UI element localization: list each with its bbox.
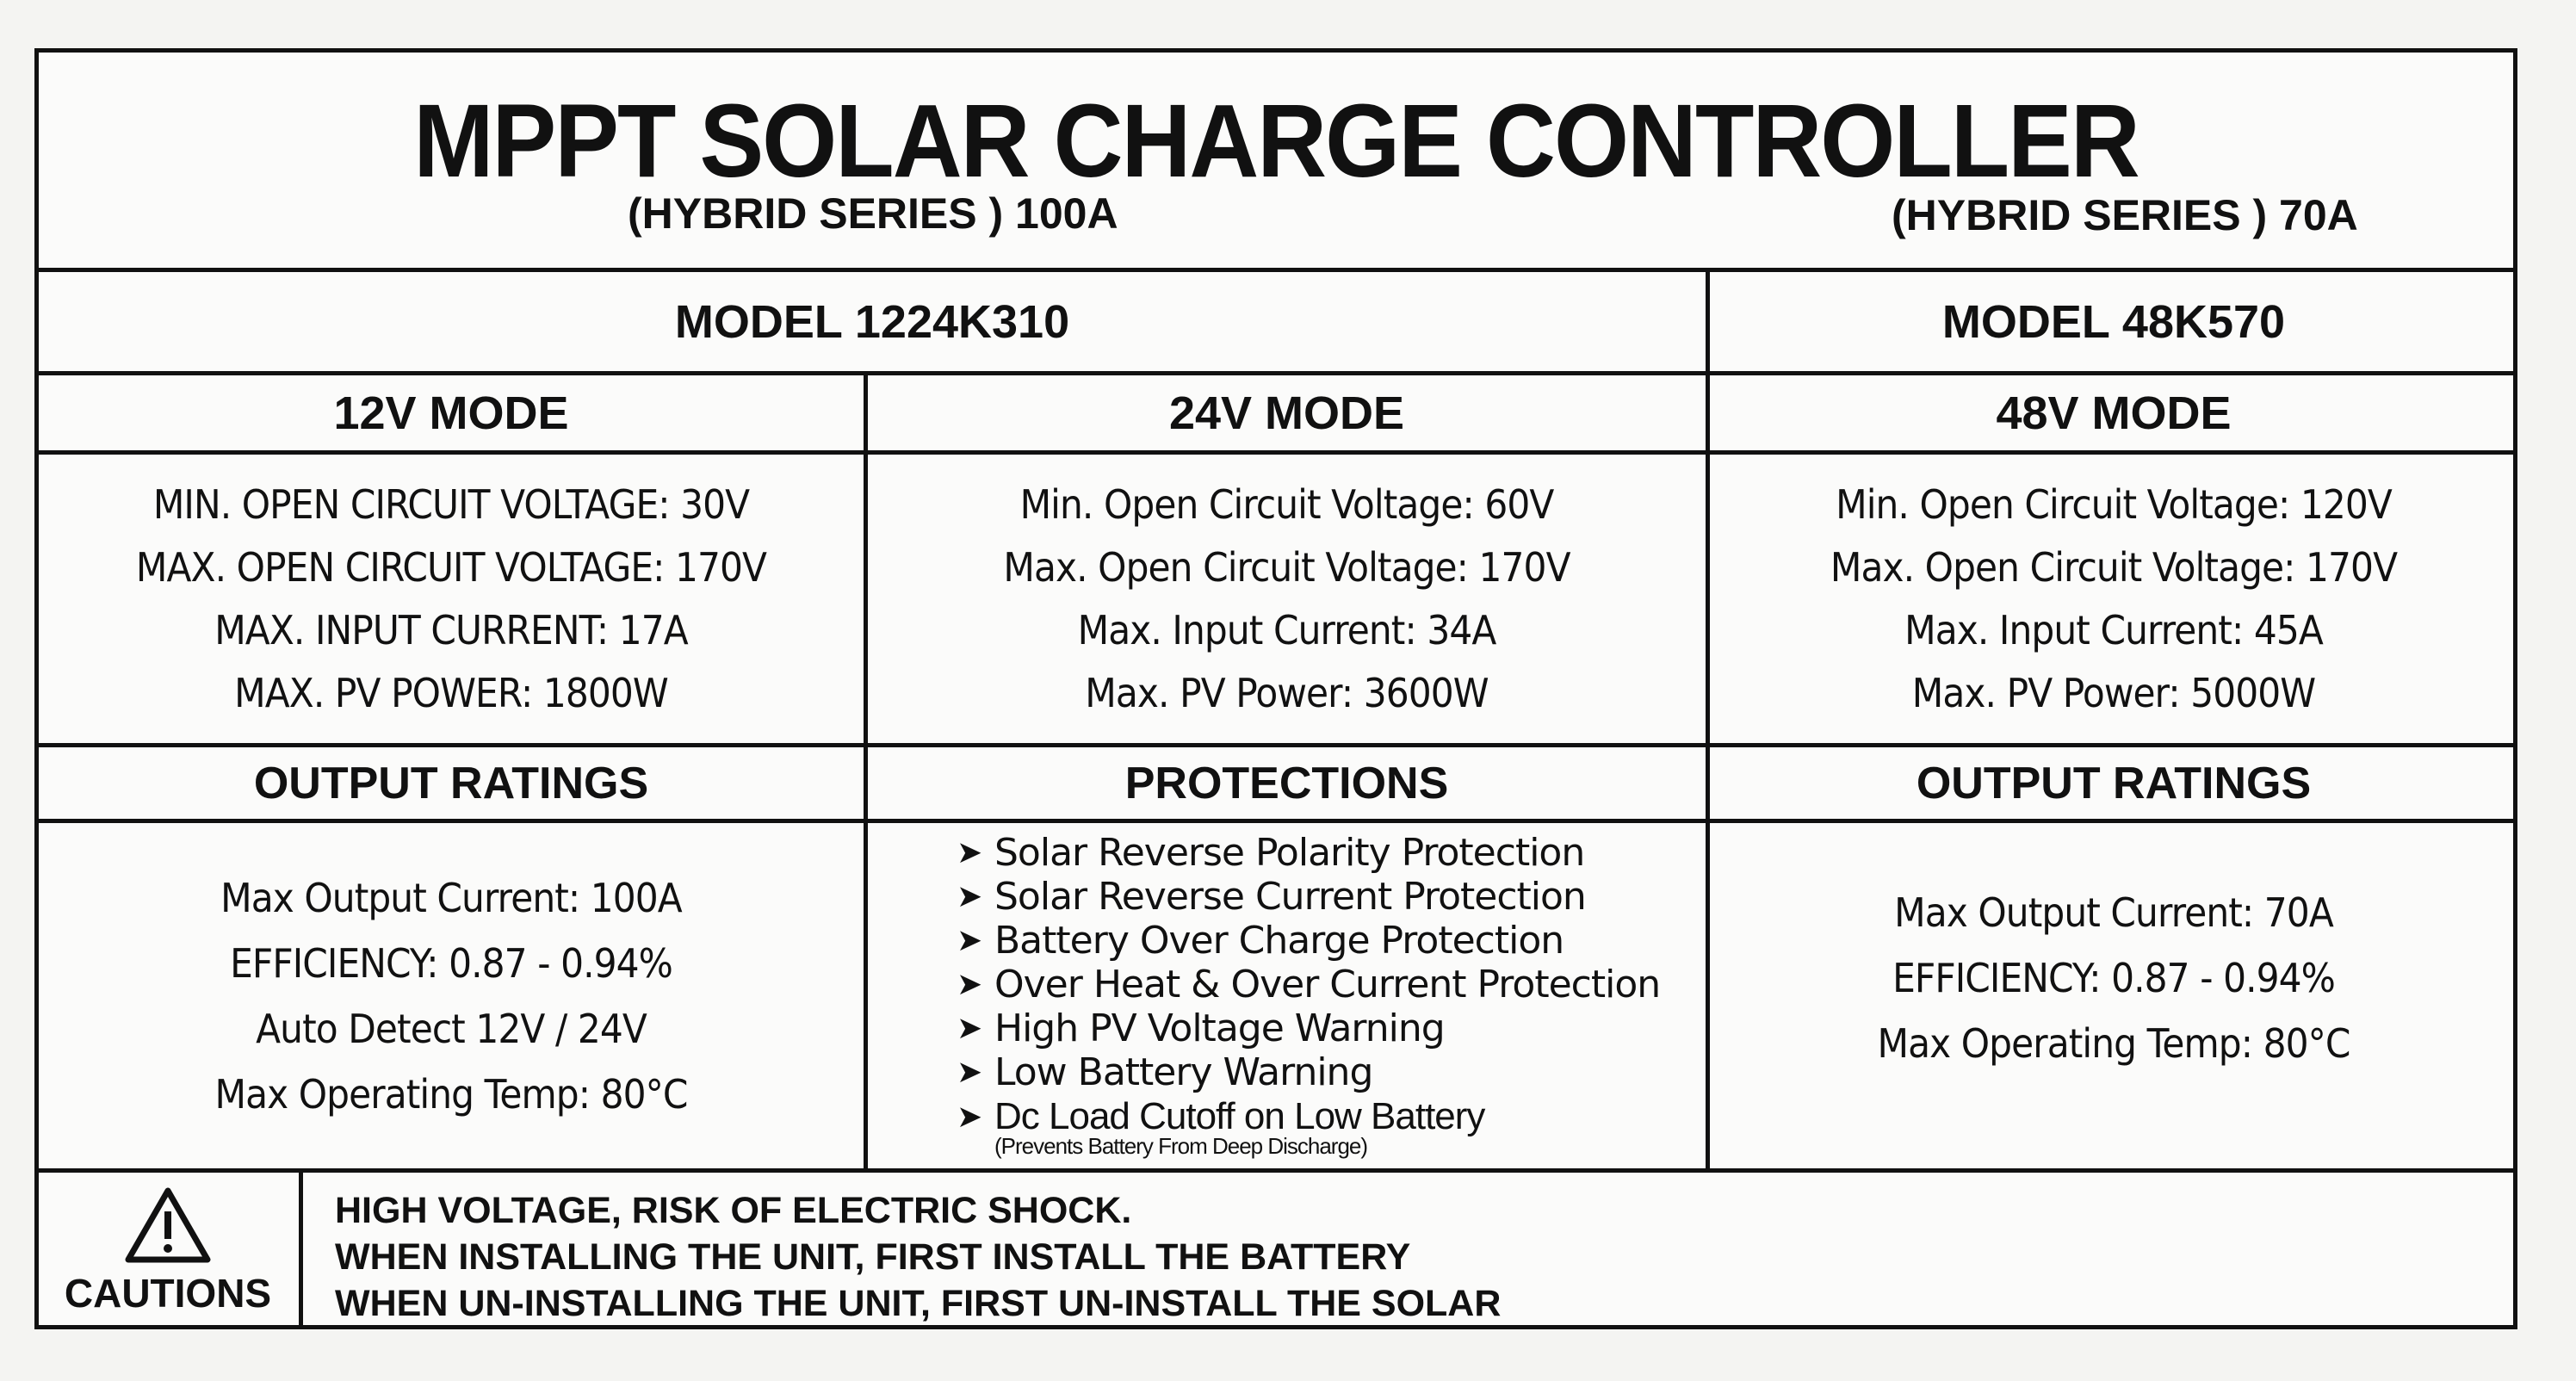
rating-line: Auto Detect 12V / 24V (256, 1005, 647, 1052)
spec-line: Max. Open Circuit Voltage: 170V (1003, 543, 1570, 591)
spec-line: MAX. OPEN CIRCUIT VOLTAGE: 170V (135, 543, 767, 591)
rating-line: Max Operating Temp: 80°C (214, 1070, 688, 1118)
output-ratings-left-heading: OUTPUT RATINGS (253, 758, 649, 808)
warning-triangle-icon (123, 1186, 213, 1265)
caution-line: WHEN UN-INSTALLING THE UNIT, FIRST UN-INSTALL THE SOLAR (335, 1283, 1502, 1324)
spec-line: Max. Input Current: 34A (1077, 606, 1496, 653)
rating-line: Max Output Current: 70A (1894, 889, 2333, 936)
spec-line: Max. PV Power: 5000W (1911, 669, 2316, 716)
arrow-bullet-icon: ➤ (957, 923, 982, 958)
spec-line: Min. Open Circuit Voltage: 120V (1836, 480, 2392, 528)
rating-line: EFFICIENCY: 0.87 - 0.94% (230, 939, 672, 987)
spec-label (34, 48, 2517, 1329)
model-right: MODEL 48K570 (1941, 295, 2286, 348)
mode-12v-specs (71, 455, 830, 743)
protections-list (951, 831, 1726, 1157)
title: MPPT SOLAR CHARGE CONTROLLER (413, 83, 2139, 199)
caution-text (335, 1187, 1501, 1327)
list-item: ➤ Battery Over Charge Protection (957, 919, 1564, 963)
arrow-bullet-icon: ➤ (957, 1055, 982, 1090)
list-item: ➤ Low Battery Warning (957, 1050, 1373, 1094)
caution-line: WHEN INSTALLING THE UNIT, FIRST INSTALL THE BATTERY (335, 1236, 1411, 1278)
mode-24v-heading: 24V MODE (1168, 387, 1405, 439)
spec-line: MIN. OPEN CIRCUIT VOLTAGE: 30V (152, 480, 750, 528)
divider (299, 1168, 303, 1329)
spec-line: Min. Open Circuit Voltage: 60V (1019, 480, 1554, 528)
spec-line: Max. PV Power: 3600W (1085, 669, 1489, 716)
series-100a: (HYBRID SERIES ) 100A (628, 189, 1118, 238)
spec-line: MAX. PV POWER: 1800W (234, 669, 668, 716)
arrow-bullet-icon: ➤ (957, 879, 982, 914)
protection-note: (Prevents Battery From Deep Discharge) (994, 1133, 1368, 1159)
spec-line: MAX. INPUT CURRENT: 17A (214, 606, 688, 653)
cautions-label: CAUTIONS (64, 1270, 272, 1316)
rating-line: EFFICIENCY: 0.87 - 0.94% (1892, 955, 2335, 1001)
mode-48v-specs (1743, 455, 2486, 743)
list-item: ➤ Over Heat & Over Current Protection (957, 963, 1661, 1006)
series-70a: (HYBRID SERIES ) 70A (1892, 191, 2358, 239)
mode-24v-specs (901, 455, 1672, 743)
model-left: MODEL 1224K310 (674, 295, 1070, 348)
mode-48v-heading: 48V MODE (1996, 387, 2232, 439)
list-item: ➤ Dc Load Cutoff on Low Battery (957, 1095, 1485, 1137)
output-ratings-right-heading: OUTPUT RATINGS (1916, 758, 2312, 808)
rating-line: Max Output Current: 100A (220, 874, 682, 921)
divider (39, 1168, 2513, 1173)
spec-line: Max. Input Current: 45A (1904, 606, 2323, 653)
caution-box (39, 1172, 297, 1329)
list-item: ➤ High PV Voltage Warning (957, 1006, 1445, 1050)
caution-line: HIGH VOLTAGE, RISK OF ELECTRIC SHOCK. (335, 1190, 1132, 1231)
arrow-bullet-icon: ➤ (957, 1099, 982, 1134)
arrow-bullet-icon: ➤ (957, 1011, 982, 1046)
spec-line: Max. Open Circuit Voltage: 170V (1830, 543, 2398, 591)
arrow-bullet-icon: ➤ (957, 835, 982, 870)
output-ratings-right (1743, 823, 2486, 1133)
list-item: ➤ Solar Reverse Polarity Protection (957, 831, 1585, 875)
rating-line: Max Operating Temp: 80°C (1877, 1020, 2350, 1067)
mode-12v-heading: 12V MODE (333, 387, 569, 439)
arrow-bullet-icon: ➤ (957, 967, 982, 1002)
protections-heading: PROTECTIONS (1124, 758, 1449, 808)
list-item: ➤ Solar Reverse Current Protection (957, 875, 1586, 919)
output-ratings-left (71, 823, 830, 1168)
